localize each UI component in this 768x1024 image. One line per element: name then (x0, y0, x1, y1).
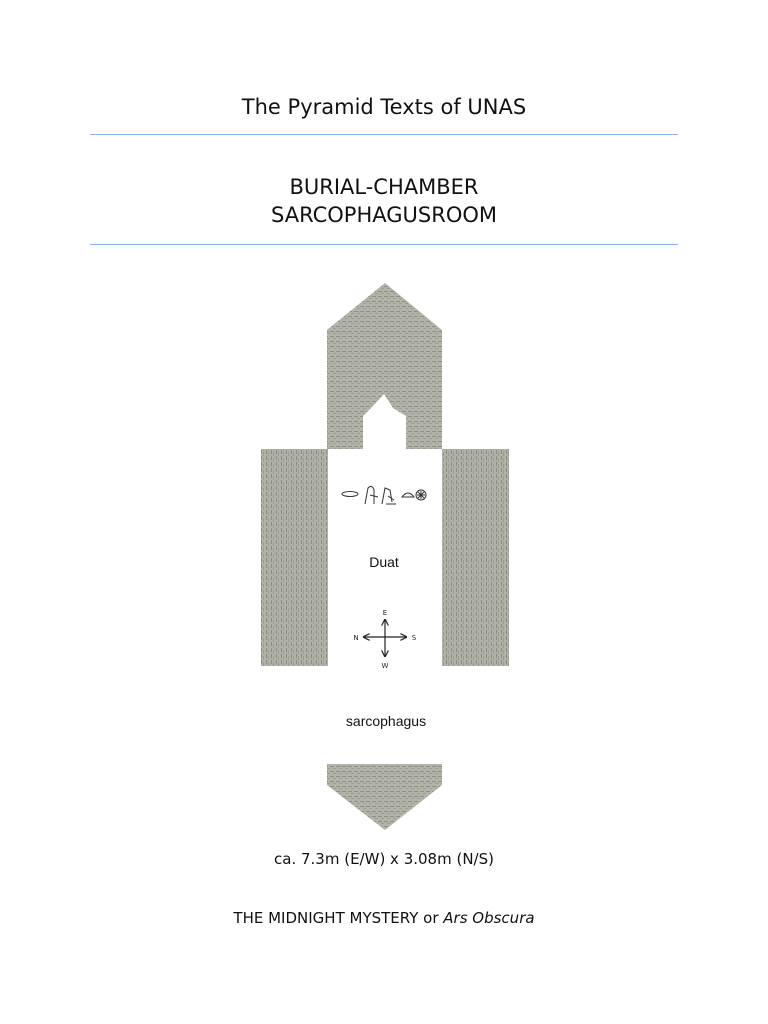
sarcophagus-label: sarcophagus (345, 713, 427, 729)
compass-west: W (381, 662, 389, 670)
page-title: The Pyramid Texts of UNAS (241, 95, 527, 119)
chamber-dimensions: ca. 7.3m (E/W) x 3.08m (N/S) (274, 850, 494, 868)
chamber-heading-line1: BURIAL-CHAMBER (289, 175, 479, 199)
star-circle-glyph-icon (416, 490, 426, 500)
compass-north: N (353, 634, 359, 642)
east-gable-wall (327, 764, 442, 830)
footer-text: THE MIDNIGHT MYSTERY or (233, 909, 444, 927)
footer-italic: Ars Obscura (443, 909, 535, 927)
north-wall (261, 449, 328, 666)
compass-south: S (411, 634, 417, 642)
duat-label: Duat (369, 554, 399, 570)
compass-east: E (382, 609, 388, 617)
south-wall (442, 449, 509, 666)
footer-line (0, 908, 768, 928)
chamber-heading-line2: SARCOPHAGUSROOM (270, 203, 498, 227)
